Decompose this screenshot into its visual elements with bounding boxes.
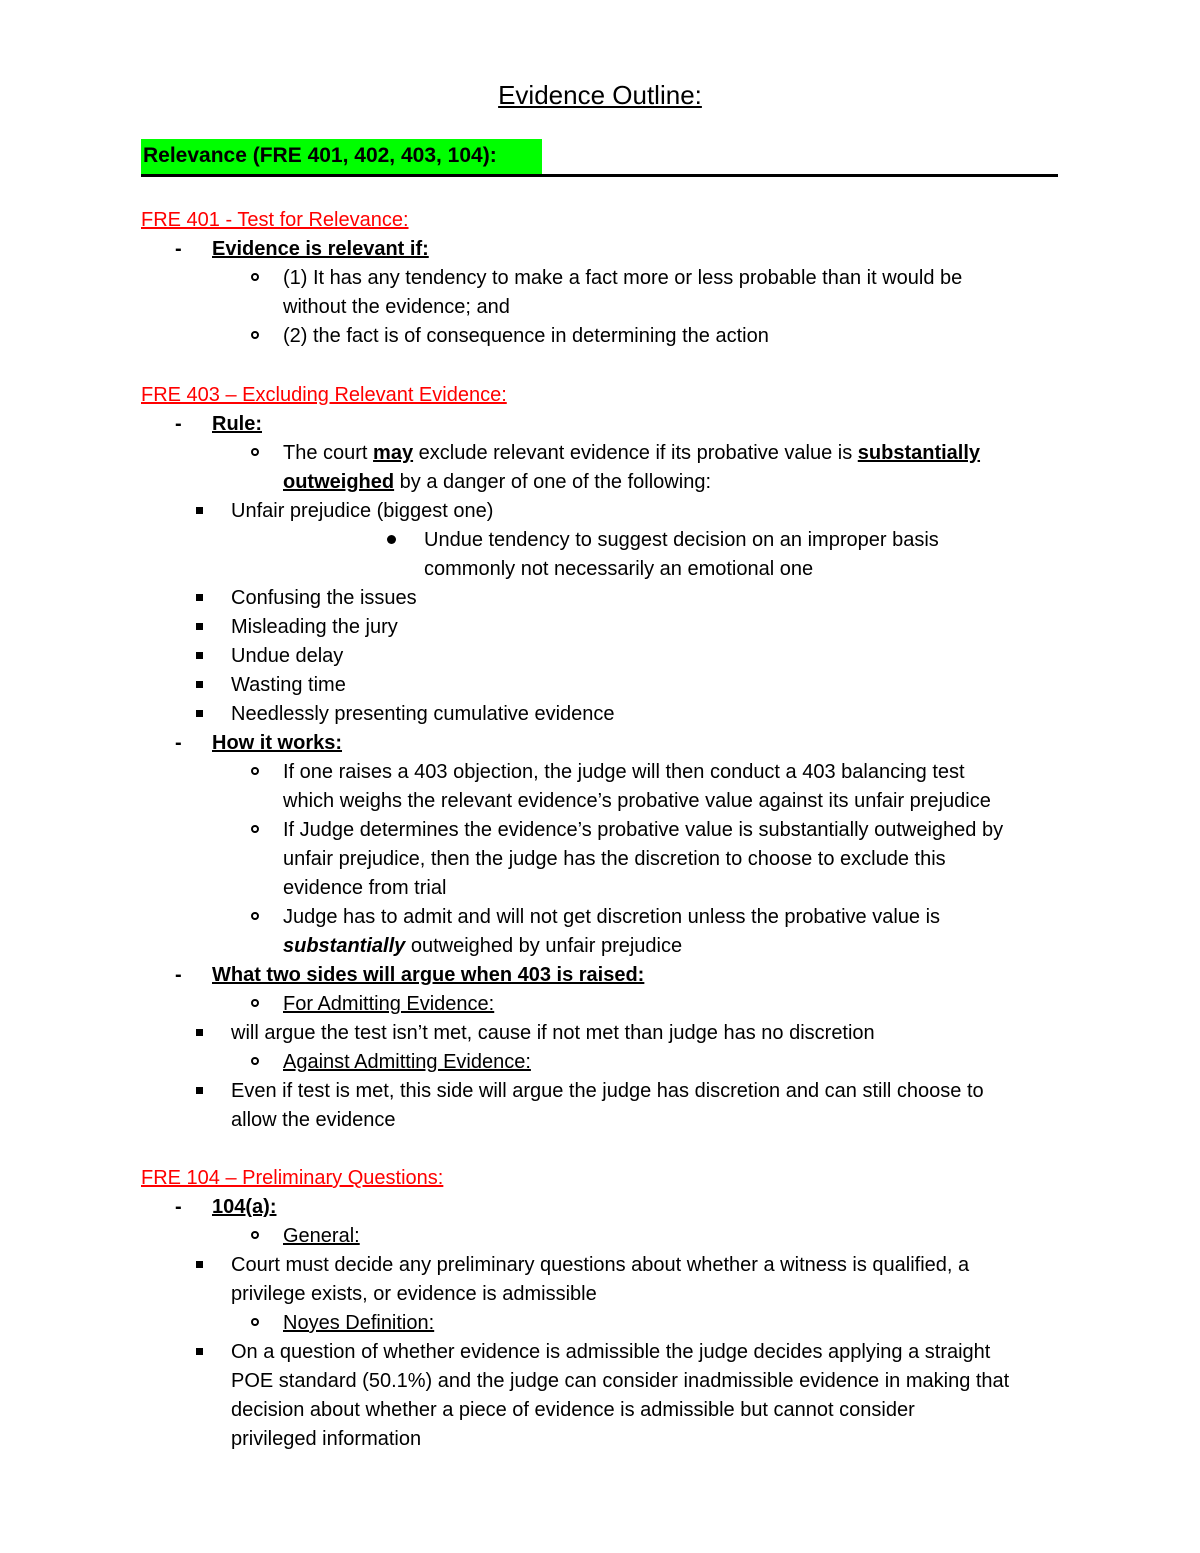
square-bullet-icon bbox=[196, 507, 203, 514]
circle-bullet-icon bbox=[251, 1231, 259, 1239]
circle-bullet-icon bbox=[251, 1057, 259, 1065]
dash-bullet: - bbox=[175, 1196, 182, 1218]
danger-item: Confusing the issues bbox=[231, 587, 417, 609]
square-bullet-icon bbox=[196, 623, 203, 630]
dash-bullet: - bbox=[175, 732, 182, 754]
general-line1: Court must decide any preliminary questions about whether a witness is qualified, a bbox=[231, 1254, 970, 1276]
square-bullet-icon bbox=[196, 1029, 203, 1036]
section-divider bbox=[141, 174, 1058, 177]
noyes-label: Noyes Definition: bbox=[283, 1312, 435, 1334]
circle-bullet-icon bbox=[251, 999, 259, 1007]
fre401-heading: FRE 401 - Test for Relevance: bbox=[141, 209, 409, 231]
sides-label: What two sides will argue when 403 is raised: bbox=[212, 964, 645, 986]
how1-line2: which weighs the relevant evidence’s probative value against its unfair prejudice bbox=[283, 790, 991, 812]
dot-bullet-icon bbox=[387, 535, 396, 544]
square-bullet-icon bbox=[196, 1348, 203, 1355]
dash-bullet: - bbox=[175, 964, 182, 986]
against-admitting-label: Against Admitting Evidence: bbox=[283, 1051, 531, 1073]
how2-line1: If Judge determines the evidence’s probative value is substantially outweighed by bbox=[283, 819, 1004, 841]
circle-bullet-icon bbox=[251, 1318, 259, 1326]
for-admitting-label: For Admitting Evidence: bbox=[283, 993, 495, 1015]
square-bullet-icon bbox=[196, 594, 203, 601]
fre403-heading: FRE 403 – Excluding Relevant Evidence: bbox=[141, 384, 507, 406]
square-bullet-icon bbox=[196, 681, 203, 688]
noyes-line4: privileged information bbox=[231, 1428, 422, 1450]
fre403-rule-line1 bbox=[283, 441, 980, 465]
how3-rest: outweighed by unfair prejudice bbox=[405, 935, 683, 957]
circle-bullet-icon bbox=[251, 273, 259, 281]
rule-text-b: exclude relevant evidence if its probative value is bbox=[413, 442, 858, 464]
prejudice-sub-line2: commonly not necessarily an emotional one bbox=[424, 558, 814, 580]
circle-bullet-icon bbox=[251, 825, 259, 833]
circle-bullet-icon bbox=[251, 331, 259, 339]
square-bullet-icon bbox=[196, 652, 203, 659]
page-title: Evidence Outline: bbox=[498, 80, 702, 110]
circle-bullet-icon bbox=[251, 912, 259, 920]
circle-bullet-icon bbox=[251, 448, 259, 456]
how-it-works-label: How it works: bbox=[212, 732, 343, 754]
danger-item: Misleading the jury bbox=[231, 616, 398, 638]
fre401-point2: (2) the fact is of consequence in determining the action bbox=[283, 325, 769, 347]
fre104-heading: FRE 104 – Preliminary Questions: bbox=[141, 1167, 444, 1189]
square-bullet-icon bbox=[196, 1087, 203, 1094]
rule-outweighed: outweighed bbox=[283, 471, 395, 493]
rule-may: may bbox=[373, 442, 414, 464]
prejudice-sub-line1: Undue tendency to suggest decision on an improper basis bbox=[424, 529, 939, 551]
dash-bullet: - bbox=[175, 238, 182, 260]
general-label: General: bbox=[283, 1225, 360, 1247]
danger-item: Needlessly presenting cumulative evidence bbox=[231, 703, 615, 725]
noyes-line2: POE standard (50.1%) and the judge can consider inadmissible evidence in making that bbox=[231, 1370, 1010, 1392]
fre403-rule-label: Rule: bbox=[212, 413, 262, 435]
how1-line1: If one raises a 403 objection, the judge will then conduct a 403 balancing test bbox=[283, 761, 965, 783]
danger-item: Undue delay bbox=[231, 645, 344, 667]
circle-bullet-icon bbox=[251, 767, 259, 775]
how3-line2 bbox=[283, 934, 682, 958]
danger-item: Wasting time bbox=[231, 674, 346, 696]
against-line1: Even if test is met, this side will argue the judge has discretion and can still choose to bbox=[231, 1080, 984, 1102]
noyes-line1: On a question of whether evidence is admissible the judge decides applying a straight bbox=[231, 1341, 991, 1363]
fre401-item-label: Evidence is relevant if: bbox=[212, 238, 429, 260]
square-bullet-icon bbox=[196, 710, 203, 717]
how3-emphasis: substantially bbox=[283, 935, 406, 957]
how2-line3: evidence from trial bbox=[283, 877, 447, 899]
general-line2: privilege exists, or evidence is admissible bbox=[231, 1283, 597, 1305]
noyes-line3: decision about whether a piece of evidence is admissible but cannot consider bbox=[231, 1399, 915, 1421]
fre403-rule-line2 bbox=[283, 470, 711, 494]
fre401-point1-line1: (1) It has any tendency to make a fact more or less probable than it would be bbox=[283, 267, 963, 289]
how3-line1: Judge has to admit and will not get discretion unless the probative value is bbox=[283, 906, 941, 928]
for-admitting-text: will argue the test isn’t met, cause if not met than judge has no discretion bbox=[231, 1022, 875, 1044]
square-bullet-icon bbox=[196, 1261, 203, 1268]
section-title: Relevance (FRE 401, 402, 403, 104): bbox=[143, 144, 497, 167]
against-line2: allow the evidence bbox=[231, 1109, 396, 1131]
fre104-sub-label: 104(a): bbox=[212, 1196, 277, 1218]
danger-item: Unfair prejudice (biggest one) bbox=[231, 500, 494, 522]
dash-bullet: - bbox=[175, 413, 182, 435]
rule-text-c: by a danger of one of the following: bbox=[394, 471, 711, 493]
how2-line2: unfair prejudice, then the judge has the discretion to choose to exclude this bbox=[283, 848, 946, 870]
fre401-point1-line2: without the evidence; and bbox=[283, 296, 510, 318]
rule-substantially: substantially bbox=[857, 442, 981, 464]
rule-text-a: The court bbox=[283, 442, 374, 464]
